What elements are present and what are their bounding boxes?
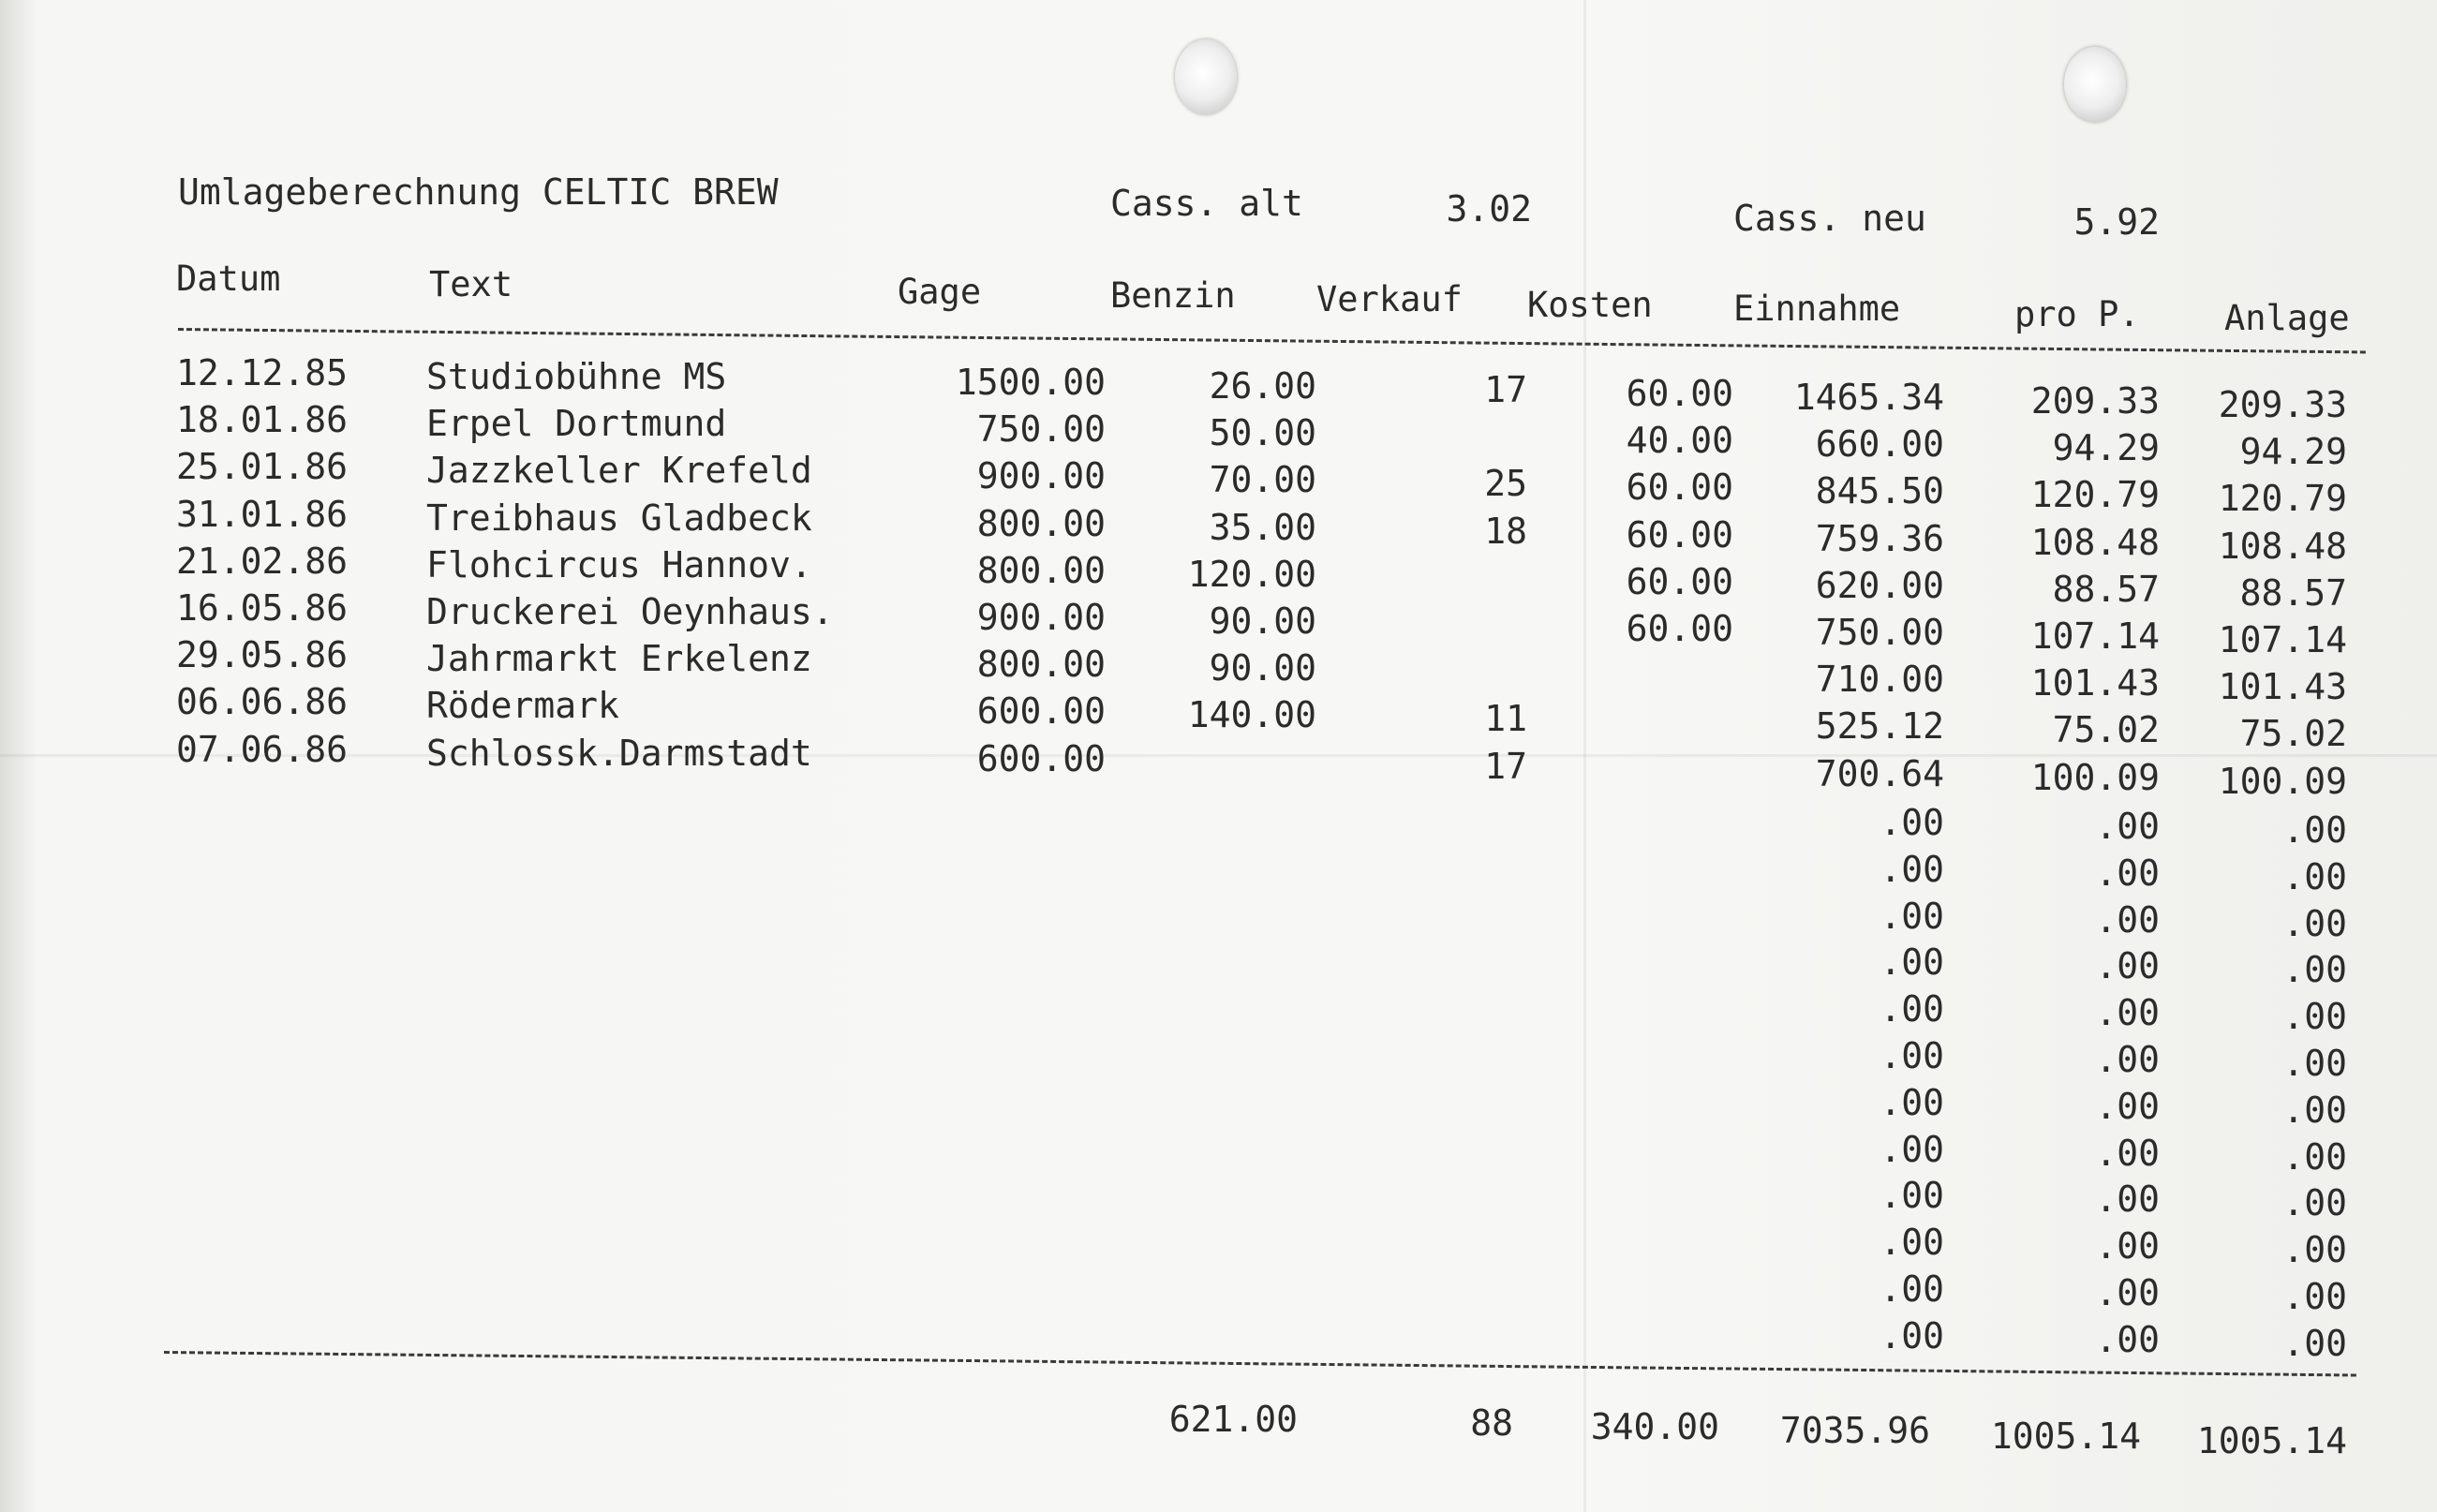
column-header-gage: Gage bbox=[898, 272, 982, 312]
cell-anlage: .00 bbox=[2282, 1182, 2347, 1224]
cell-anlage: 120.79 bbox=[2218, 478, 2347, 520]
cell-text: Rödermark bbox=[426, 685, 619, 727]
cell-einnahme: 620.00 bbox=[1815, 564, 1944, 606]
punch-hole-left bbox=[1175, 39, 1237, 114]
cell-gage: 600.00 bbox=[976, 737, 1106, 779]
column-header-text: Text bbox=[429, 264, 513, 304]
cell-pro-p: 108.48 bbox=[2030, 521, 2160, 563]
cell-pro-p: .00 bbox=[2095, 992, 2160, 1034]
cell-text: Studiobühne MS bbox=[426, 356, 727, 397]
cell-einnahme: .00 bbox=[1880, 1081, 1944, 1123]
cell-einnahme: 759.36 bbox=[1815, 517, 1944, 559]
cell-pro-p: .00 bbox=[2095, 1272, 2160, 1313]
cass-alt-value: 3.02 bbox=[1446, 188, 1532, 230]
column-header-benzin: Benzin bbox=[1110, 275, 1236, 316]
total-einnahme: 7035.96 bbox=[1779, 1410, 1930, 1451]
column-header-anlage: Anlage bbox=[2224, 298, 2350, 338]
column-header-datum: Datum bbox=[176, 259, 281, 299]
cell-verkauf: 18 bbox=[1484, 510, 1527, 552]
cell-verkauf: 25 bbox=[1484, 463, 1527, 505]
cell-text: Erpel Dortmund bbox=[426, 403, 727, 445]
cell-gage: 600.00 bbox=[976, 690, 1106, 733]
cell-text: Schlossk.Darmstadt bbox=[426, 732, 812, 774]
cell-anlage: 100.09 bbox=[2218, 760, 2347, 802]
cell-anlage: .00 bbox=[2282, 1229, 2347, 1271]
cell-pro-p: 120.79 bbox=[2030, 474, 2160, 516]
cass-neu-label: Cass. neu bbox=[1733, 198, 1926, 239]
cell-anlage: .00 bbox=[2282, 1135, 2347, 1178]
cell-pro-p: 94.29 bbox=[2052, 427, 2160, 469]
cell-anlage: .00 bbox=[2282, 855, 2347, 897]
cell-benzin: 140.00 bbox=[1187, 694, 1316, 736]
cell-kosten: 60.00 bbox=[1626, 513, 1733, 556]
cell-text: Jazzkeller Krefeld bbox=[426, 450, 812, 492]
cell-anlage: .00 bbox=[2282, 949, 2347, 991]
cell-benzin: 26.00 bbox=[1209, 365, 1316, 407]
cell-einnahme: .00 bbox=[1880, 1175, 1944, 1217]
cell-anlage: .00 bbox=[2282, 809, 2347, 851]
cell-verkauf: 17 bbox=[1484, 369, 1527, 410]
total-benzin: 621.00 bbox=[1168, 1399, 1298, 1440]
cell-einnahme: .00 bbox=[1880, 1314, 1944, 1356]
cell-einnahme: 845.50 bbox=[1815, 470, 1944, 512]
cell-gage: 1500.00 bbox=[955, 362, 1106, 403]
cell-pro-p: 88.57 bbox=[2052, 568, 2160, 610]
cell-gage: 800.00 bbox=[976, 549, 1106, 591]
cell-gage: 800.00 bbox=[976, 644, 1106, 686]
cell-einnahme: .00 bbox=[1880, 988, 1944, 1030]
cell-benzin: 35.00 bbox=[1209, 506, 1316, 548]
cell-datum: 21.02.86 bbox=[176, 540, 349, 582]
cell-anlage: 94.29 bbox=[2239, 431, 2347, 473]
total-pro-p: 1005.14 bbox=[1990, 1416, 2141, 1457]
cell-pro-p: .00 bbox=[2095, 1039, 2160, 1080]
cell-benzin: 50.00 bbox=[1209, 412, 1316, 454]
cell-pro-p: .00 bbox=[2095, 1085, 2160, 1127]
column-header-einnahme: Einnahme bbox=[1733, 289, 1901, 329]
cell-gage: 900.00 bbox=[976, 455, 1106, 497]
column-header-verkauf: Verkauf bbox=[1316, 279, 1463, 319]
total-anlage: 1005.14 bbox=[2196, 1420, 2347, 1461]
cell-gage: 750.00 bbox=[976, 408, 1106, 451]
cell-datum: 29.05.86 bbox=[176, 634, 349, 676]
cell-anlage: 88.57 bbox=[2239, 571, 2347, 614]
cell-kosten: 60.00 bbox=[1626, 608, 1733, 649]
cell-anlage: 209.33 bbox=[2218, 384, 2347, 425]
cell-datum: 31.01.86 bbox=[176, 493, 349, 535]
cell-kosten: 60.00 bbox=[1626, 373, 1733, 414]
cell-einnahme: 1465.34 bbox=[1793, 377, 1944, 418]
cell-anlage: 107.14 bbox=[2218, 619, 2347, 660]
cell-kosten: 60.00 bbox=[1626, 467, 1733, 509]
punch-hole-right bbox=[2064, 47, 2126, 122]
cell-anlage: .00 bbox=[2282, 1276, 2347, 1317]
cell-einnahme: .00 bbox=[1880, 941, 1944, 984]
cell-kosten: 60.00 bbox=[1626, 560, 1733, 602]
cell-einnahme: 660.00 bbox=[1815, 423, 1944, 466]
cell-einnahme: 710.00 bbox=[1815, 659, 1944, 701]
cell-text: Flohcircus Hannov. bbox=[426, 543, 812, 586]
cell-benzin: 120.00 bbox=[1187, 553, 1316, 595]
cell-datum: 12.12.85 bbox=[176, 352, 349, 393]
cell-einnahme: 750.00 bbox=[1815, 612, 1944, 653]
cell-benzin: 90.00 bbox=[1209, 647, 1316, 689]
cell-einnahme: .00 bbox=[1880, 1128, 1944, 1170]
cell-einnahme: .00 bbox=[1880, 848, 1944, 890]
cell-anlage: .00 bbox=[2282, 1089, 2347, 1131]
cell-pro-p: 101.43 bbox=[2030, 662, 2160, 704]
cass-alt-label: Cass. alt bbox=[1110, 183, 1303, 224]
cell-datum: 07.06.86 bbox=[176, 728, 349, 770]
column-header-pro-p: pro P. bbox=[2014, 294, 2140, 334]
cell-einnahme: .00 bbox=[1880, 1222, 1944, 1264]
cell-pro-p: .00 bbox=[2095, 898, 2160, 941]
cell-anlage: 101.43 bbox=[2218, 666, 2347, 708]
cell-pro-p: .00 bbox=[2095, 1225, 2160, 1267]
cell-einnahme: .00 bbox=[1880, 895, 1944, 937]
cell-benzin: 70.00 bbox=[1209, 459, 1316, 501]
cell-pro-p: 107.14 bbox=[2030, 615, 2160, 657]
cell-verkauf: 11 bbox=[1484, 698, 1527, 740]
cell-anlage: .00 bbox=[2282, 1322, 2347, 1364]
cell-pro-p: 209.33 bbox=[2030, 380, 2160, 422]
cell-datum: 06.06.86 bbox=[176, 681, 349, 723]
cell-einnahme: .00 bbox=[1880, 1035, 1944, 1076]
cell-anlage: 75.02 bbox=[2239, 713, 2347, 755]
cell-anlage: .00 bbox=[2282, 1043, 2347, 1084]
cell-datum: 16.05.86 bbox=[176, 587, 349, 629]
column-header-kosten: Kosten bbox=[1527, 285, 1653, 325]
total-kosten: 340.00 bbox=[1590, 1406, 1719, 1447]
cass-neu-value: 5.92 bbox=[2073, 201, 2160, 243]
cell-pro-p: .00 bbox=[2095, 1178, 2160, 1221]
cell-text: Treibhaus Gladbeck bbox=[426, 497, 812, 539]
cell-pro-p: .00 bbox=[2095, 945, 2160, 987]
cell-gage: 800.00 bbox=[976, 502, 1106, 544]
cell-anlage: .00 bbox=[2282, 902, 2347, 944]
document-title: Umlageberechnung CELTIC BREW bbox=[178, 171, 779, 213]
cell-verkauf: 17 bbox=[1484, 745, 1527, 787]
cell-pro-p: 100.09 bbox=[2030, 756, 2160, 798]
cell-pro-p: .00 bbox=[2095, 1132, 2160, 1174]
cell-einnahme: 700.64 bbox=[1815, 752, 1944, 794]
cell-einnahme: .00 bbox=[1880, 1268, 1944, 1310]
cell-benzin: 90.00 bbox=[1209, 600, 1316, 642]
cell-pro-p: .00 bbox=[2095, 852, 2160, 894]
cell-kosten: 40.00 bbox=[1626, 420, 1733, 462]
total-verkauf: 88 bbox=[1470, 1402, 1513, 1444]
cell-einnahme: 525.12 bbox=[1815, 705, 1944, 748]
cell-datum: 18.01.86 bbox=[176, 399, 349, 441]
cell-einnahme: .00 bbox=[1880, 802, 1944, 843]
cell-anlage: 108.48 bbox=[2218, 525, 2347, 567]
cell-text: Druckerei Oeynhaus. bbox=[426, 591, 834, 632]
cell-text: Jahrmarkt Erkelenz bbox=[426, 638, 812, 680]
cell-pro-p: .00 bbox=[2095, 806, 2160, 847]
cell-pro-p: 75.02 bbox=[2052, 709, 2160, 751]
cell-gage: 900.00 bbox=[976, 597, 1106, 638]
cell-datum: 25.01.86 bbox=[176, 446, 349, 488]
cell-anlage: .00 bbox=[2282, 996, 2347, 1038]
cell-pro-p: .00 bbox=[2095, 1318, 2160, 1360]
